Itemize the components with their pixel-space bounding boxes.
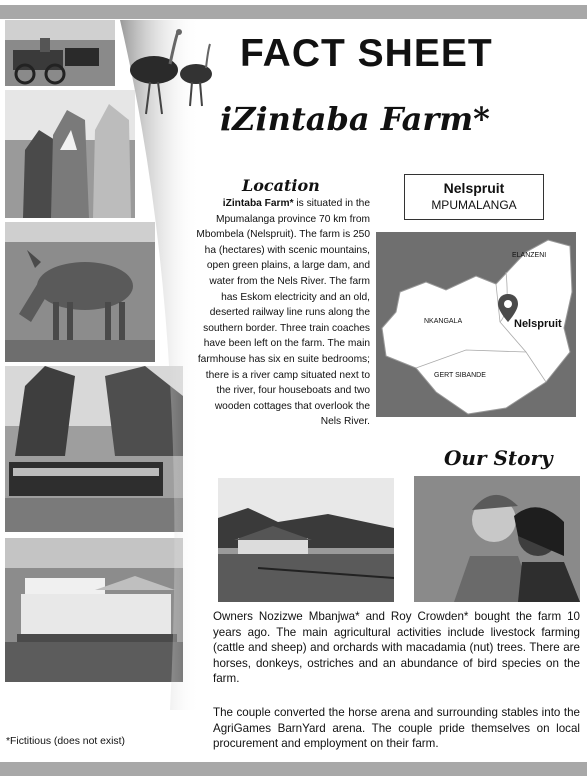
story-heading: Our Story	[444, 446, 553, 470]
curve-shade	[120, 20, 200, 710]
top-border-bar	[0, 5, 587, 19]
map-label-ehlanzeni: ELANZENI	[512, 252, 547, 259]
page-title: FACT SHEET	[240, 32, 493, 75]
location-heading: Location	[242, 176, 320, 195]
location-paragraph	[192, 196, 370, 430]
place-city: Nelspruit	[443, 180, 505, 196]
story-paragraph-1: Owners Nozizwe Mbanjwa* and Roy Crowden* bought the farm 10 years ago. The main agricultural activities include livestock farming (cattle and sheep) and orchards with macadamia (nut) trees. There are horses, donkeys, ostriches and an abundance of bird species on the farm.	[213, 610, 580, 685]
horse-cart-photo	[5, 20, 115, 86]
province-map	[376, 232, 576, 417]
map-label-nkangala: NKANGALA	[424, 318, 463, 325]
couple-photo	[414, 476, 580, 602]
place-box	[404, 174, 544, 220]
farmhouse-photo	[218, 478, 394, 602]
place-province: MPUMALANGA	[431, 198, 517, 212]
ostrich-illustration	[122, 28, 220, 118]
map-pin-label: Nelspruit	[514, 318, 562, 330]
location-lead: iZintaba Farm*	[222, 198, 294, 209]
bottom-border-bar	[0, 762, 587, 776]
footnote: *Fictitious (does not exist)	[6, 736, 125, 747]
horses-photo	[5, 90, 135, 218]
map-label-gert-sibande: GERT SIBANDE	[434, 372, 486, 379]
story-paragraph-2: The couple converted the horse arena and surrounding stables into the AgriGames BarnYard arena. The couple pride themselves on local procurement and employment on their farm.	[213, 706, 580, 750]
farm-name: iZintaba Farm*	[220, 100, 490, 138]
location-body: is situated in the Mpumalanga province 70 km from Mbombela (Nelspruit). The farm is 250 ha (hectares) with scenic mountains, open green plains, a large dam, and water from the Nels River. The farm has Eskom electricity and an old, deserted railway line runs along the southern border. Three train coaches have been left on the farm. The main farmhouse has six en suite bedrooms; there is a river camp situated next to the river, four houseboats and two wooden cottages that overlook the Nels River.	[196, 198, 370, 428]
